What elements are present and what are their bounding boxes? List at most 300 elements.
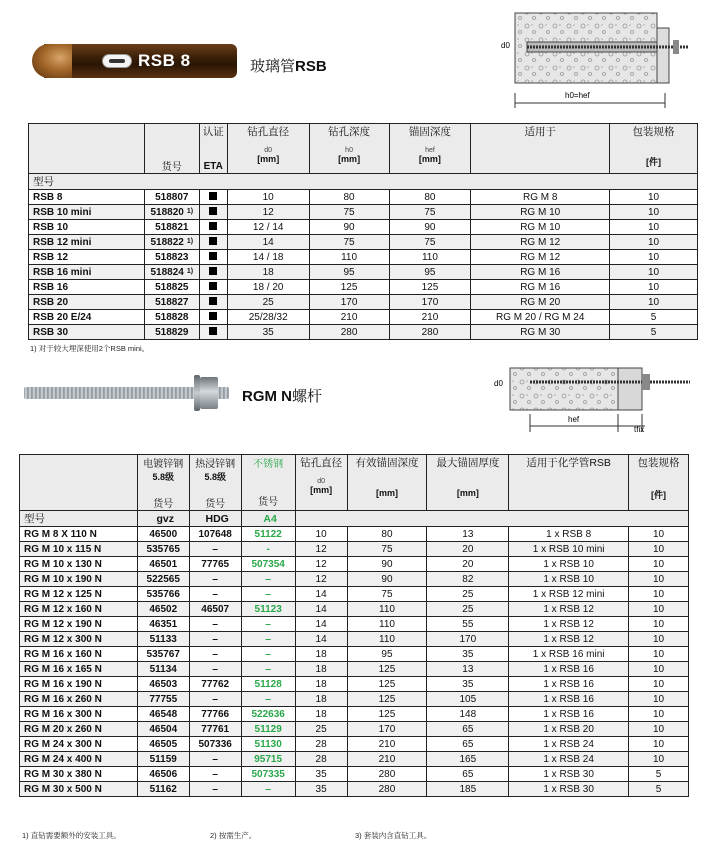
hdg-cell: 77766 <box>189 707 241 722</box>
drill-depth-cell: 75 <box>309 205 389 220</box>
suitable-cell: 1 x RSB 30 <box>509 767 629 782</box>
max-thick-cell: 170 <box>427 632 509 647</box>
capsule-label: RSB 8 <box>138 51 191 70</box>
a4-cell: – <box>241 782 295 797</box>
anchor-depth-cell: 125 <box>389 280 471 295</box>
pack-cell: 10 <box>629 722 689 737</box>
hdg-cell: – <box>189 587 241 602</box>
hdg-cell: – <box>189 572 241 587</box>
suitable-cell: RG M 12 <box>471 235 610 250</box>
eta-mark-icon <box>209 222 217 230</box>
hdg-cell: – <box>189 617 241 632</box>
drill-dia-cell: 28 <box>295 737 347 752</box>
eff-depth-cell: 125 <box>347 692 427 707</box>
drill-dia-cell: 18 <box>227 265 309 280</box>
pack-cell: 10 <box>629 752 689 767</box>
table-row <box>20 602 689 617</box>
pack-cell: 10 <box>629 677 689 692</box>
drill-dia-cell: 14 / 18 <box>227 250 309 265</box>
suitable-cell: 1 x RSB 30 <box>509 782 629 797</box>
suitable-cell: RG M 10 <box>471 220 610 235</box>
type-cell: RG M 24 x 300 N <box>20 737 138 752</box>
type-cell: RSB 12 mini <box>29 235 145 250</box>
eta-mark-icon <box>209 312 217 320</box>
footnote-marker: 1) <box>186 238 194 246</box>
type-cell: RSB 16 mini <box>29 265 145 280</box>
eta-mark-icon <box>209 327 217 335</box>
drill-dia-cell: 18 <box>295 677 347 692</box>
a4-cell: 51122 <box>241 527 295 542</box>
drill-dia-cell: 12 <box>295 557 347 572</box>
eta-mark-icon <box>209 252 217 260</box>
drill-dia-cell: 35 <box>227 325 309 340</box>
hdg-cell: – <box>189 752 241 767</box>
drill-dia-cell: 18 / 20 <box>227 280 309 295</box>
table-row <box>20 752 689 767</box>
pack-cell: 10 <box>629 707 689 722</box>
pack-cell: 10 <box>629 557 689 572</box>
max-thick-cell: 35 <box>427 677 509 692</box>
type-label-row: 型号 <box>29 174 698 190</box>
anchor-depth-cell: 90 <box>389 220 471 235</box>
h0-label: h0=hef <box>565 91 590 100</box>
eta-mark-icon <box>209 207 217 215</box>
gvz-cell: 522565 <box>137 572 189 587</box>
pack-cell: 10 <box>629 617 689 632</box>
drill-dia-cell: 25 <box>295 722 347 737</box>
hdg-cell: 107648 <box>189 527 241 542</box>
gvz-cell: 46501 <box>137 557 189 572</box>
type-cell: RG M 10 x 130 N <box>20 557 138 572</box>
rsb-table <box>28 123 698 340</box>
hdg-cell: 77762 <box>189 677 241 692</box>
type-cell: RG M 12 x 160 N <box>20 602 138 617</box>
footnote-2: 2) 按需生产。 <box>210 831 257 840</box>
eta-mark-icon <box>209 267 217 275</box>
drill-dia-cell: 12 / 14 <box>227 220 309 235</box>
eta-cell <box>199 235 227 250</box>
table-row <box>20 737 689 752</box>
drill-dia-cell: 12 <box>227 205 309 220</box>
table-row <box>20 677 689 692</box>
type-cell: RG M 16 x 165 N <box>20 662 138 677</box>
pack-cell: 10 <box>629 527 689 542</box>
type-cell: RG M 8 X 110 N <box>20 527 138 542</box>
drill-depth-cell: 125 <box>309 280 389 295</box>
anchor-depth-cell: 280 <box>389 325 471 340</box>
eff-depth-cell: 90 <box>347 557 427 572</box>
eff-depth-cell: 90 <box>347 572 427 587</box>
suitable-cell: RG M 16 <box>471 265 610 280</box>
drill-depth-cell: 210 <box>309 310 389 325</box>
type-cell: RSB 20 E/24 <box>29 310 145 325</box>
anchor-depth-cell: 210 <box>389 310 471 325</box>
suitable-cell: 1 x RSB 10 mini <box>509 542 629 557</box>
pack-cell: 10 <box>610 205 698 220</box>
max-thick-cell: 13 <box>427 527 509 542</box>
eff-depth-cell: 210 <box>347 752 427 767</box>
drill-dia-cell: 28 <box>295 752 347 767</box>
eta-mark-icon <box>209 297 217 305</box>
suitable-cell: 1 x RSB 12 <box>509 632 629 647</box>
item-no-cell: 518827 <box>144 295 199 310</box>
suitable-cell: 1 x RSB 16 <box>509 662 629 677</box>
drill-dia-cell: 35 <box>295 767 347 782</box>
section2-title: RGM N螺杆 <box>242 388 323 405</box>
drill-dia-cell: 12 <box>295 572 347 587</box>
type-cell: RSB 12 <box>29 250 145 265</box>
suitable-cell: 1 x RSB 16 mini <box>509 647 629 662</box>
drill-depth-cell: 110 <box>309 250 389 265</box>
type-cell: RG M 12 x 190 N <box>20 617 138 632</box>
item-no-cell: 518821 <box>144 220 199 235</box>
item-no-cell: 518829 <box>144 325 199 340</box>
table-row <box>29 310 698 325</box>
anchor-depth-cell: 110 <box>389 250 471 265</box>
item-no-cell: 518828 <box>144 310 199 325</box>
drill-dia-cell: 25/28/32 <box>227 310 309 325</box>
threaded-rod-image <box>24 375 234 411</box>
a4-cell: 522636 <box>241 707 295 722</box>
footnote-rsb: 1) 对于较大埋深使用2个RSB mini。 <box>30 344 150 353</box>
pack-cell: 10 <box>629 602 689 617</box>
eff-depth-cell: 80 <box>347 527 427 542</box>
drill-dia-cell: 14 <box>295 587 347 602</box>
drill-dia-cell: 25 <box>227 295 309 310</box>
drill-dia-cell: 14 <box>295 617 347 632</box>
drill-dia-cell: 18 <box>295 707 347 722</box>
max-thick-cell: 65 <box>427 722 509 737</box>
eta-cell <box>199 250 227 265</box>
gvz-cell: 46505 <box>137 737 189 752</box>
table-row <box>20 527 689 542</box>
gvz-cell: 46503 <box>137 677 189 692</box>
pack-cell: 10 <box>610 235 698 250</box>
eta-cell <box>199 205 227 220</box>
a4-cell: – <box>241 572 295 587</box>
item-no-cell: 518824 1) <box>144 265 199 280</box>
suitable-cell: RG M 12 <box>471 250 610 265</box>
eta-mark-icon <box>209 282 217 290</box>
drill-dia-cell: 14 <box>295 602 347 617</box>
hdg-cell: 77761 <box>189 722 241 737</box>
item-no-cell: 518825 <box>144 280 199 295</box>
eff-depth-cell: 280 <box>347 767 427 782</box>
drill-dia-cell: 12 <box>295 542 347 557</box>
table-row <box>20 707 689 722</box>
suitable-cell: 1 x RSB 16 <box>509 692 629 707</box>
a4-cell: – <box>241 662 295 677</box>
fischer-logo <box>102 54 132 68</box>
max-thick-cell: 25 <box>427 587 509 602</box>
drill-dia-cell: 10 <box>227 190 309 205</box>
suitable-cell: RG M 16 <box>471 280 610 295</box>
type-cell: RG M 12 x 125 N <box>20 587 138 602</box>
drill-dia-cell: 18 <box>295 692 347 707</box>
gvz-cell: 46506 <box>137 767 189 782</box>
eff-depth-cell: 95 <box>347 647 427 662</box>
drill-depth-cell: 80 <box>309 190 389 205</box>
type-cell: RSB 30 <box>29 325 145 340</box>
item-no-cell: 518822 1) <box>144 235 199 250</box>
type-cell: RSB 8 <box>29 190 145 205</box>
type-cell: RG M 16 x 190 N <box>20 677 138 692</box>
max-thick-cell: 13 <box>427 662 509 677</box>
footnote-1: 1) 直钻需要额外的安装工具。 <box>22 831 121 840</box>
type-label-row: 型号 gvz HDG A4 <box>20 511 689 527</box>
pack-cell: 10 <box>610 250 698 265</box>
footnote-3: 3) 套装内含直钻工具。 <box>355 831 432 840</box>
table-row <box>20 557 689 572</box>
a4-cell: – <box>241 632 295 647</box>
suitable-cell: RG M 8 <box>471 190 610 205</box>
table-row <box>29 265 698 280</box>
table-row <box>29 205 698 220</box>
max-thick-cell: 105 <box>427 692 509 707</box>
pack-cell: 10 <box>629 542 689 557</box>
pack-cell: 10 <box>629 647 689 662</box>
suitable-cell: 1 x RSB 10 <box>509 557 629 572</box>
pack-cell: 10 <box>629 737 689 752</box>
table-row <box>20 617 689 632</box>
eta-cell <box>199 325 227 340</box>
suitable-cell: 1 x RSB 12 <box>509 617 629 632</box>
anchor-depth-cell: 95 <box>389 265 471 280</box>
suitable-cell: RG M 10 <box>471 205 610 220</box>
table-row <box>20 572 689 587</box>
drill-depth-cell: 90 <box>309 220 389 235</box>
eff-depth-cell: 75 <box>347 542 427 557</box>
a4-cell: 51128 <box>241 677 295 692</box>
eff-depth-cell: 170 <box>347 722 427 737</box>
drill-dia-cell: 14 <box>295 632 347 647</box>
gvz-cell: 46504 <box>137 722 189 737</box>
table-row <box>29 280 698 295</box>
suitable-cell: 1 x RSB 16 <box>509 677 629 692</box>
a4-cell: 95715 <box>241 752 295 767</box>
table-row <box>29 325 698 340</box>
gvz-cell: 535767 <box>137 647 189 662</box>
rsb-install-diagram <box>495 8 700 113</box>
anchor-depth-cell: 170 <box>389 295 471 310</box>
suitable-cell: 1 x RSB 8 <box>509 527 629 542</box>
table-row <box>20 542 689 557</box>
gvz-cell: 51162 <box>137 782 189 797</box>
table-row <box>20 647 689 662</box>
item-no-cell: 518823 <box>144 250 199 265</box>
pack-cell: 10 <box>629 692 689 707</box>
type-cell: RG M 16 x 260 N <box>20 692 138 707</box>
a4-cell: – <box>241 617 295 632</box>
table-row <box>29 235 698 250</box>
pack-cell: 10 <box>629 662 689 677</box>
gvz-cell: 535766 <box>137 587 189 602</box>
eta-cell <box>199 265 227 280</box>
eta-mark-icon <box>209 237 217 245</box>
max-thick-cell: 20 <box>427 542 509 557</box>
max-thick-cell: 25 <box>427 602 509 617</box>
gvz-cell: 535765 <box>137 542 189 557</box>
eta-mark-icon <box>209 192 217 200</box>
suitable-cell: RG M 20 / RG M 24 <box>471 310 610 325</box>
a4-cell: 507335 <box>241 767 295 782</box>
drill-dia-cell: 18 <box>295 647 347 662</box>
pack-cell: 10 <box>629 572 689 587</box>
suitable-cell: RG M 30 <box>471 325 610 340</box>
table-row <box>20 662 689 677</box>
hef-label: hef <box>568 415 580 424</box>
table-row <box>20 767 689 782</box>
drill-dia-cell: 35 <box>295 782 347 797</box>
gvz-cell: 46500 <box>137 527 189 542</box>
anchor-depth-cell: 75 <box>389 235 471 250</box>
max-thick-cell: 65 <box>427 737 509 752</box>
gvz-cell: 51159 <box>137 752 189 767</box>
item-no-cell: 518820 1) <box>144 205 199 220</box>
type-cell: RG M 10 x 190 N <box>20 572 138 587</box>
hdg-cell: 46507 <box>189 602 241 617</box>
pack-cell: 10 <box>610 295 698 310</box>
d0-label: d0 <box>494 379 503 388</box>
gvz-cell: 46548 <box>137 707 189 722</box>
hdg-cell: – <box>189 662 241 677</box>
table-row <box>29 220 698 235</box>
max-thick-cell: 65 <box>427 767 509 782</box>
drill-depth-cell: 95 <box>309 265 389 280</box>
type-cell: RG M 10 x 115 N <box>20 542 138 557</box>
table-row <box>20 632 689 647</box>
drill-depth-cell: 170 <box>309 295 389 310</box>
eff-depth-cell: 125 <box>347 677 427 692</box>
pack-cell: 10 <box>610 280 698 295</box>
hdg-cell: – <box>189 632 241 647</box>
tfix-label: tfix <box>634 425 645 434</box>
table-row <box>29 250 698 265</box>
hdg-cell: – <box>189 542 241 557</box>
table-row <box>20 692 689 707</box>
table-row <box>20 722 689 737</box>
gvz-cell: 77755 <box>137 692 189 707</box>
suitable-cell: 1 x RSB 12 <box>509 602 629 617</box>
drill-dia-cell: 10 <box>295 527 347 542</box>
eff-depth-cell: 110 <box>347 617 427 632</box>
a4-cell: – <box>241 587 295 602</box>
type-cell: RSB 16 <box>29 280 145 295</box>
a4-cell: – <box>241 692 295 707</box>
footnote-marker: 1) <box>186 208 194 216</box>
d0-label: d0 <box>501 41 510 50</box>
hdg-cell: 77765 <box>189 557 241 572</box>
type-cell: RG M 12 x 300 N <box>20 632 138 647</box>
suitable-cell: 1 x RSB 10 <box>509 572 629 587</box>
max-thick-cell: 185 <box>427 782 509 797</box>
drill-dia-cell: 18 <box>295 662 347 677</box>
table-header: 电镀锌钢 5.8级 货号 热浸锌钢 5.8级 货号 不锈钢 货号 钻孔直径 d0 [mm] 有效锚固深度 [mm] 最大锚固厚度 [mm] 适用于化学管RSB 包装规格 [件] <box>20 455 689 511</box>
anchor-depth-cell: 80 <box>389 190 471 205</box>
table-row <box>20 782 689 797</box>
type-cell: RG M 30 x 500 N <box>20 782 138 797</box>
type-cell: RG M 30 x 380 N <box>20 767 138 782</box>
item-no-cell: 518807 <box>144 190 199 205</box>
hdg-cell: – <box>189 767 241 782</box>
pack-cell: 10 <box>610 265 698 280</box>
a4-cell: – <box>241 647 295 662</box>
suitable-cell: 1 x RSB 12 mini <box>509 587 629 602</box>
hdg-cell: – <box>189 782 241 797</box>
pack-cell: 10 <box>629 587 689 602</box>
type-cell: RG M 16 x 300 N <box>20 707 138 722</box>
eta-cell <box>199 190 227 205</box>
max-thick-cell: 148 <box>427 707 509 722</box>
table-header: 货号 认证 ETA 钻孔直径 d0 [mm] 钻孔深度 h0 [mm] 锚固深度 hef [mm] 适用于 包装规格 [件] <box>29 124 698 174</box>
eff-depth-cell: 110 <box>347 632 427 647</box>
a4-cell: 507354 <box>241 557 295 572</box>
eff-depth-cell: 125 <box>347 707 427 722</box>
hdg-cell: – <box>189 692 241 707</box>
gvz-cell: 46351 <box>137 617 189 632</box>
eff-depth-cell: 210 <box>347 737 427 752</box>
a4-cell: 51130 <box>241 737 295 752</box>
table-row <box>20 587 689 602</box>
suitable-cell: 1 x RSB 24 <box>509 737 629 752</box>
table-row <box>29 295 698 310</box>
type-cell: RG M 24 x 400 N <box>20 752 138 767</box>
gvz-cell: 46502 <box>137 602 189 617</box>
eta-cell <box>199 280 227 295</box>
suitable-cell: 1 x RSB 16 <box>509 707 629 722</box>
type-cell: RSB 20 <box>29 295 145 310</box>
max-thick-cell: 35 <box>427 647 509 662</box>
drill-depth-cell: 280 <box>309 325 389 340</box>
pack-cell: 10 <box>610 190 698 205</box>
eta-cell <box>199 295 227 310</box>
a4-cell: 51123 <box>241 602 295 617</box>
eta-cell <box>199 310 227 325</box>
max-thick-cell: 55 <box>427 617 509 632</box>
type-cell: RSB 10 mini <box>29 205 145 220</box>
gvz-cell: 51133 <box>137 632 189 647</box>
pack-cell: 10 <box>629 632 689 647</box>
type-cell: RG M 16 x 160 N <box>20 647 138 662</box>
eff-depth-cell: 125 <box>347 662 427 677</box>
pack-cell: 10 <box>610 220 698 235</box>
max-thick-cell: 82 <box>427 572 509 587</box>
eta-cell <box>199 220 227 235</box>
a4-cell: 51129 <box>241 722 295 737</box>
table-row <box>29 190 698 205</box>
gvz-cell: 51134 <box>137 662 189 677</box>
max-thick-cell: 165 <box>427 752 509 767</box>
type-cell: RSB 10 <box>29 220 145 235</box>
section1-title: 玻璃管RSB <box>250 58 327 75</box>
pack-cell: 5 <box>629 767 689 782</box>
rgm-table <box>19 454 689 797</box>
rsb-capsule-image <box>32 44 237 78</box>
eff-depth-cell: 75 <box>347 587 427 602</box>
type-cell: RG M 20 x 260 N <box>20 722 138 737</box>
drill-depth-cell: 75 <box>309 235 389 250</box>
pack-cell: 5 <box>610 310 698 325</box>
suitable-cell: 1 x RSB 20 <box>509 722 629 737</box>
suitable-cell: 1 x RSB 24 <box>509 752 629 767</box>
max-thick-cell: 20 <box>427 557 509 572</box>
hdg-cell: 507336 <box>189 737 241 752</box>
drill-dia-cell: 14 <box>227 235 309 250</box>
hdg-cell: – <box>189 647 241 662</box>
rgm-install-diagram <box>490 364 705 439</box>
footnote-marker: 1) <box>186 268 194 276</box>
anchor-depth-cell: 75 <box>389 205 471 220</box>
